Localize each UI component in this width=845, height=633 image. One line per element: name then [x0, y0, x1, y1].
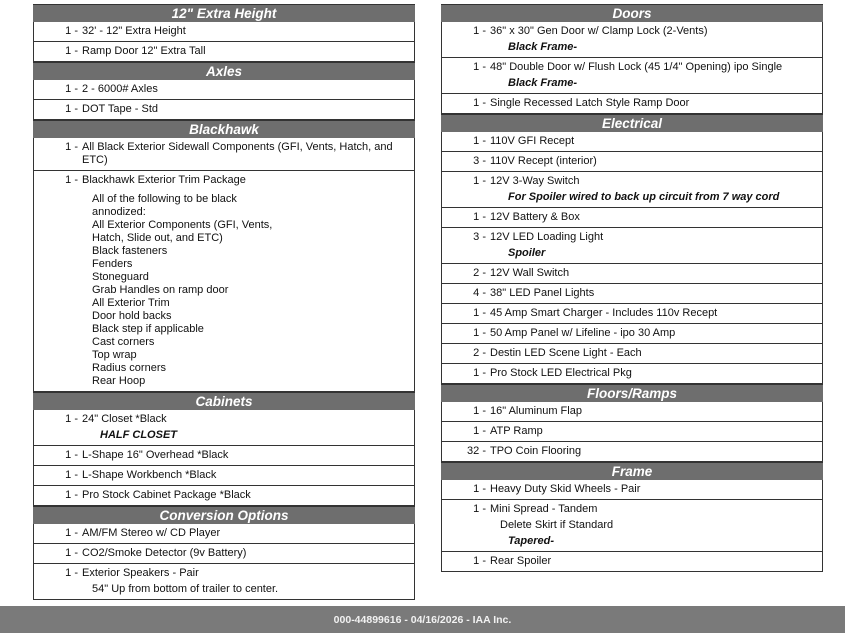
item-description: 16" Aluminum Flap: [490, 405, 582, 417]
item-description: Rear Spoiler: [490, 555, 552, 567]
item-description: AM/FM Stereo w/ CD Player: [82, 527, 221, 539]
item-quantity: 1 -: [65, 141, 78, 153]
section-12-extra-height: [33, 4, 415, 62]
line-item-row: [442, 231, 818, 244]
line-item: [441, 208, 823, 228]
section-cabinets: [33, 392, 415, 506]
item-detail-line: Rear Hoop: [92, 375, 146, 387]
item-description: 48" Double Door w/ Flush Lock (45 1/4" Opening) ipo Single: [490, 61, 783, 73]
item-quantity: 1 -: [65, 469, 78, 481]
item-description: CO2/Smoke Detector (9v Battery): [82, 547, 247, 559]
line-item: [441, 284, 823, 304]
line-item-row: [442, 445, 818, 458]
line-item: [441, 228, 823, 264]
item-quantity: 1 -: [65, 449, 78, 461]
line-item: [33, 564, 415, 600]
item-quantity: 3 -: [473, 231, 486, 243]
line-item: [441, 304, 823, 324]
item-description: 12V LED Loading Light: [490, 231, 604, 243]
line-item-row: [34, 45, 410, 58]
line-item: [33, 486, 415, 506]
line-item: [33, 80, 415, 100]
item-description: 36" x 30" Gen Door w/ Clamp Lock (2-Vents): [490, 25, 708, 37]
item-detail-line: All Exterior Trim: [92, 297, 170, 309]
line-item-row: [442, 405, 818, 418]
item-quantity: 1 -: [473, 135, 486, 147]
item-detail-line: Top wrap: [92, 349, 137, 361]
line-item-row: [442, 483, 818, 496]
line-item: [33, 410, 415, 446]
item-detail-line: Stoneguard: [92, 271, 149, 283]
item-description: L-Shape 16" Overhead *Black: [82, 449, 229, 461]
line-item-row: [442, 503, 818, 516]
item-description: Pro Stock Cabinet Package *Black: [82, 489, 251, 501]
section-header: Frame: [441, 462, 823, 480]
line-item: [441, 172, 823, 208]
line-item-row: [442, 425, 818, 438]
footer-stock-number: 000-44899616 - 04/16/2026 - IAA Inc.: [333, 614, 512, 626]
line-item-row: [34, 527, 410, 540]
item-detail-line: Cast corners: [92, 336, 155, 348]
line-item: [33, 100, 415, 120]
line-item: [441, 442, 823, 462]
item-description: 2 - 6000# Axles: [82, 83, 158, 95]
section-header: Blackhawk: [33, 120, 415, 138]
item-quantity: 1 -: [65, 489, 78, 501]
item-detail-line: Door hold backs: [92, 310, 172, 322]
section-conversion-options: [33, 506, 415, 600]
item-detail-line: Radius corners: [92, 362, 166, 374]
line-item: [33, 466, 415, 486]
item-description: Exterior Speakers - Pair: [82, 567, 199, 579]
item-plain-note: 54" Up from bottom of trailer to center.: [92, 583, 279, 595]
line-item: [33, 524, 415, 544]
line-item: [441, 500, 823, 552]
item-quantity: 1 -: [473, 175, 486, 187]
line-item: [441, 364, 823, 384]
line-item-row: [442, 175, 818, 188]
item-quantity: 1 -: [65, 413, 78, 425]
line-item-row: [34, 489, 410, 502]
item-note: HALF CLOSET: [100, 429, 177, 441]
item-description: 110V GFI Recept: [490, 135, 575, 147]
item-detail-line: Black fasteners: [92, 245, 168, 257]
item-quantity: 1 -: [65, 103, 78, 115]
section-header: Axles: [33, 62, 415, 80]
item-detail-line: Grab Handles on ramp door: [92, 284, 229, 296]
item-quantity: 3 -: [473, 155, 486, 167]
item-description: Heavy Duty Skid Wheels - Pair: [490, 483, 641, 495]
line-item: [33, 22, 415, 42]
item-description: L-Shape Workbench *Black: [82, 469, 217, 481]
item-detail-line: All Exterior Components (GFI, Vents,: [92, 219, 273, 231]
item-note: Tapered-: [508, 535, 555, 547]
item-note: For Spoiler wired to back up circuit from 7 way cord: [508, 191, 780, 203]
line-item-row: [442, 97, 818, 110]
line-item-row: [34, 547, 410, 560]
item-quantity: 1 -: [473, 555, 486, 567]
item-description: DOT Tape - Std: [82, 103, 159, 115]
line-item-row: [442, 347, 818, 360]
item-quantity: 1 -: [473, 405, 486, 417]
item-description: 45 Amp Smart Charger - Includes 110v Recept: [490, 307, 718, 319]
item-description: 50 Amp Panel w/ Lifeline - ipo 30 Amp: [490, 327, 676, 339]
item-plain-note: Delete Skirt if Standard: [500, 519, 614, 531]
item-quantity: 1 -: [473, 367, 486, 379]
line-item-row: [442, 367, 818, 380]
item-quantity: 1 -: [65, 567, 78, 579]
item-description: Mini Spread - Tandem: [490, 503, 598, 515]
item-description: Destin LED Scene Light - Each: [490, 347, 642, 359]
line-item: [33, 138, 415, 171]
section-axles: [33, 62, 415, 120]
item-quantity: 1 -: [473, 503, 486, 515]
line-item-row: [442, 135, 818, 148]
item-quantity: 1 -: [473, 327, 486, 339]
item-detail-line: All of the following to be black: [92, 193, 237, 205]
item-quantity: 1 -: [473, 483, 486, 495]
line-item-row: [34, 567, 410, 580]
section-doors: [441, 4, 823, 114]
line-item: [441, 324, 823, 344]
item-quantity: 1 -: [473, 97, 486, 109]
item-description: 110V Recept (interior): [490, 155, 597, 167]
line-item-row: [442, 287, 818, 300]
line-item: [441, 480, 823, 500]
line-item: [441, 422, 823, 442]
line-item-row: [34, 25, 410, 38]
line-item-row: [442, 25, 818, 38]
line-item: [441, 132, 823, 152]
item-quantity: 1 -: [473, 307, 486, 319]
item-description: Blackhawk Exterior Trim Package: [82, 174, 246, 186]
section-floors-ramps: [441, 384, 823, 462]
line-item: [441, 58, 823, 94]
line-item-row: [34, 413, 410, 426]
item-description: 12V Wall Switch: [490, 267, 570, 279]
item-quantity: 1 -: [473, 211, 486, 223]
item-quantity: 2 -: [473, 347, 486, 359]
line-item-row: [442, 211, 818, 224]
line-item: [33, 544, 415, 564]
item-quantity: 1 -: [473, 25, 486, 37]
item-note: Spoiler: [508, 247, 546, 259]
item-quantity: 1 -: [473, 425, 486, 437]
item-description: TPO Coin Flooring: [490, 445, 582, 457]
section-electrical: [441, 114, 823, 384]
item-detail-line: Black step if applicable: [92, 323, 204, 335]
item-description: 32' - 12" Extra Height: [82, 25, 186, 37]
item-quantity: 4 -: [473, 287, 486, 299]
item-description: All Black Exterior Sidewall Components (GFI, Vents, Hatch, and ETC): [82, 141, 393, 166]
section-header: Cabinets: [33, 392, 415, 410]
line-item-row: [34, 174, 410, 187]
line-item: [441, 552, 823, 572]
line-item-row: [442, 267, 818, 280]
item-detail-line: annodized:: [92, 206, 146, 218]
line-item-row: [34, 83, 410, 96]
item-description: 12V 3-Way Switch: [490, 175, 580, 187]
left-column: [33, 4, 415, 600]
right-column: [441, 4, 823, 572]
line-item: [33, 42, 415, 62]
line-item-row: [442, 555, 818, 568]
line-item-row: [34, 103, 410, 116]
line-item-row: [34, 141, 410, 167]
item-quantity: 1 -: [65, 25, 78, 37]
item-description: ATP Ramp: [490, 425, 543, 437]
line-item-row: [34, 469, 410, 482]
section-blackhawk: [33, 120, 415, 392]
item-quantity: 1 -: [65, 527, 78, 539]
line-item: [441, 402, 823, 422]
line-item-row: [442, 155, 818, 168]
section-header: 12" Extra Height: [33, 4, 415, 22]
item-description: 12V Battery & Box: [490, 211, 580, 223]
line-item: [441, 22, 823, 58]
section-header: Doors: [441, 4, 823, 22]
item-description: 38" LED Panel Lights: [490, 287, 595, 299]
item-quantity: 1 -: [65, 83, 78, 95]
line-item: [441, 152, 823, 172]
section-header: Floors/Ramps: [441, 384, 823, 402]
line-item: [441, 264, 823, 284]
item-description: Ramp Door 12" Extra Tall: [82, 45, 206, 57]
line-item: [33, 171, 415, 392]
line-item-row: [442, 327, 818, 340]
item-note: Black Frame-: [508, 77, 578, 89]
line-item: [441, 344, 823, 364]
item-quantity: 2 -: [473, 267, 486, 279]
item-description: Pro Stock LED Electrical Pkg: [490, 367, 632, 379]
line-item-row: [34, 449, 410, 462]
item-quantity: 1 -: [65, 45, 78, 57]
line-item: [33, 446, 415, 466]
line-item: [441, 94, 823, 114]
section-frame: [441, 462, 823, 572]
item-description: 24" Closet *Black: [82, 413, 167, 425]
item-quantity: 1 -: [473, 61, 486, 73]
section-header: Conversion Options: [33, 506, 415, 524]
item-quantity: 1 -: [65, 174, 78, 186]
item-detail-line: Hatch, Slide out, and ETC): [92, 232, 223, 244]
item-detail-list: [34, 193, 410, 388]
item-detail-line: Fenders: [92, 258, 133, 270]
item-quantity: 1 -: [65, 547, 78, 559]
item-description: Single Recessed Latch Style Ramp Door: [490, 97, 690, 109]
line-item-row: [442, 307, 818, 320]
section-header: Electrical: [441, 114, 823, 132]
item-note: Black Frame-: [508, 41, 578, 53]
item-quantity: 32 -: [467, 445, 486, 457]
line-item-row: [442, 61, 818, 74]
